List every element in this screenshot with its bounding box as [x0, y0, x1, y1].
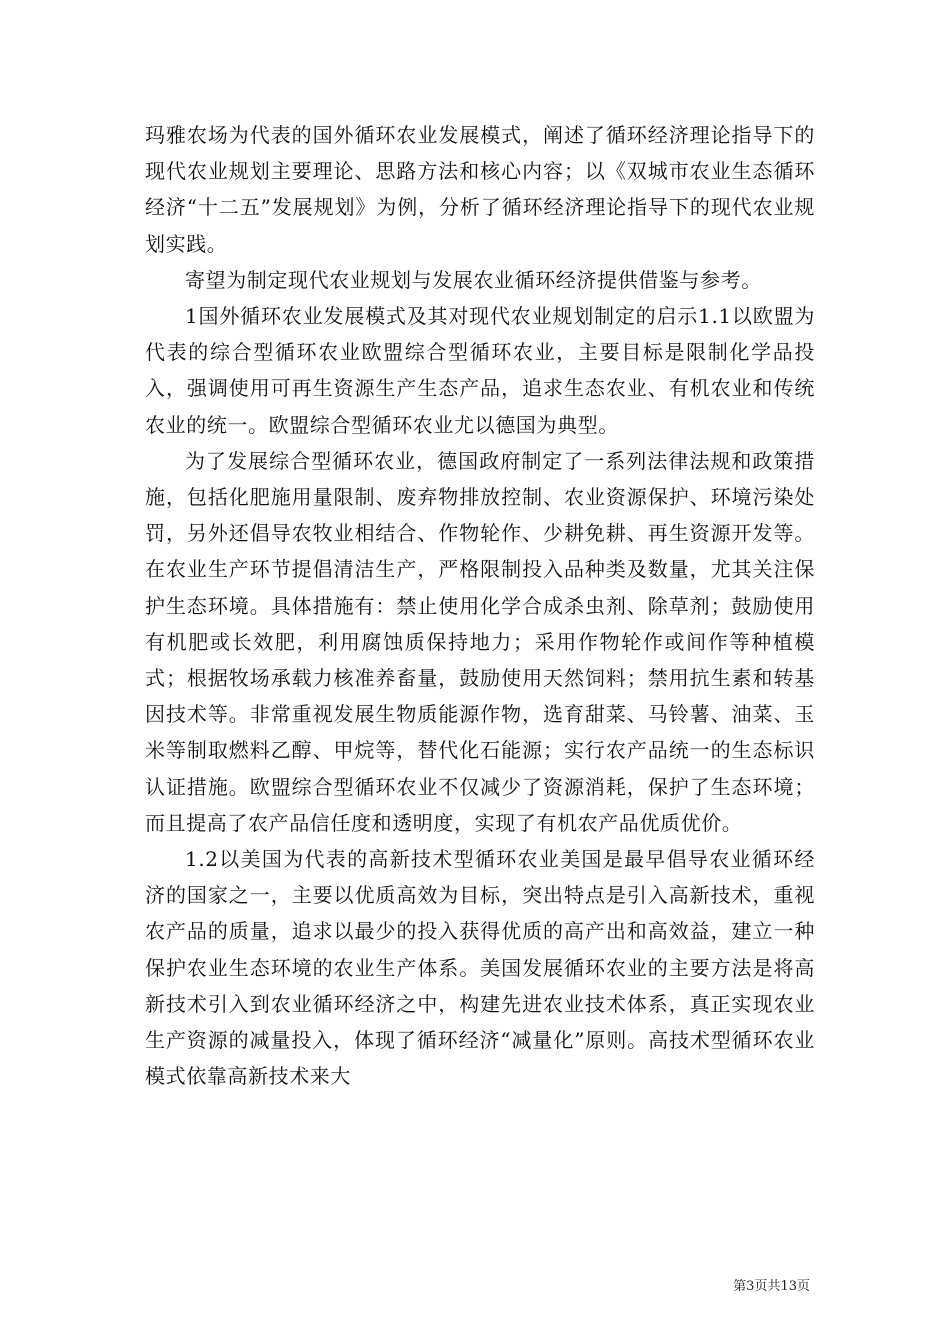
document-body [145, 117, 815, 1094]
paragraph-continuation: 玛雅农场为代表的国外循环农业发展模式，阐述了循环经济理论指导下的现代农业规划主要理论、思路方法和核心内容；以《双城市农业生态循环经济“十二五”发展规划》为例，分析了循环经济理论指导下的现代农业规划实践。 [145, 123, 815, 256]
paragraph-purpose: 寄望为制定现代农业规划与发展农业循环经济提供借鉴与参考。 [185, 267, 762, 292]
paragraph-section-1-1-eu: 1国外循环农业发展模式及其对现代农业规划制定的启示1.1以欧盟为代表的综合型循环农业欧盟综合型循环农业，主要目标是限制化学品投入，强调使用可再生资源生产生态产品，追求生态农业、有机农业和传统农业的统一。欧盟综合型循环农业尤以德国为典型。 [145, 304, 815, 437]
paragraph-germany-measures: 为了发展综合型循环农业，德国政府制定了一系列法律法规和政策措施，包括化肥施用量限制、废弃物排放控制、农业资源保护、环境污染处罚，另外还倡导农牧业相结合、作物轮作、少耕免耕、再生资源开发等。在农业生产环节提倡清洁生产，严格限制投入品种类及数量，尤其关注保护生态环境。具体措施有：禁止使用化学合成杀虫剂、除草剂；鼓励使用有机肥或长效肥，利用腐蚀质保持地力；采用作物轮作或间作等种植模式；根据牧场承载力核准养畜量，鼓励使用天然饲料；禁用抗生素和转基因技术等。非常重视发展生物质能源作物，选育甜菜、马铃薯、油菜、玉米等制取燃料乙醇、甲烷等，替代化石能源；实行农产品统一的生态标识认证措施。欧盟综合型循环农业不仅减少了资源消耗，保护了生态环境；而且提高了农产品信任度和透明度，实现了有机农产品优质优价。 [145, 448, 815, 835]
paragraph-section-1-2-usa: 1.2以美国为代表的高新技术型循环农业美国是最早倡导农业循环经济的国家之一，主要以优质高效为目标，突出特点是引入高新技术，重视农产品的质量，追求以最少的投入获得优质的高产出和高效益，建立一种保护农业生态环境的农业生产体系。美国发展循环农业的主要方法是将高新技术引入到农业循环经济之中，构建先进农业技术体系，真正实现农业生产资源的减量投入，体现了循环经济“减量化”原则。高技术型循环农业模式依靠高新技术来大 [145, 847, 815, 1089]
page-number-footer: 第3页共13页 [733, 1279, 810, 1294]
